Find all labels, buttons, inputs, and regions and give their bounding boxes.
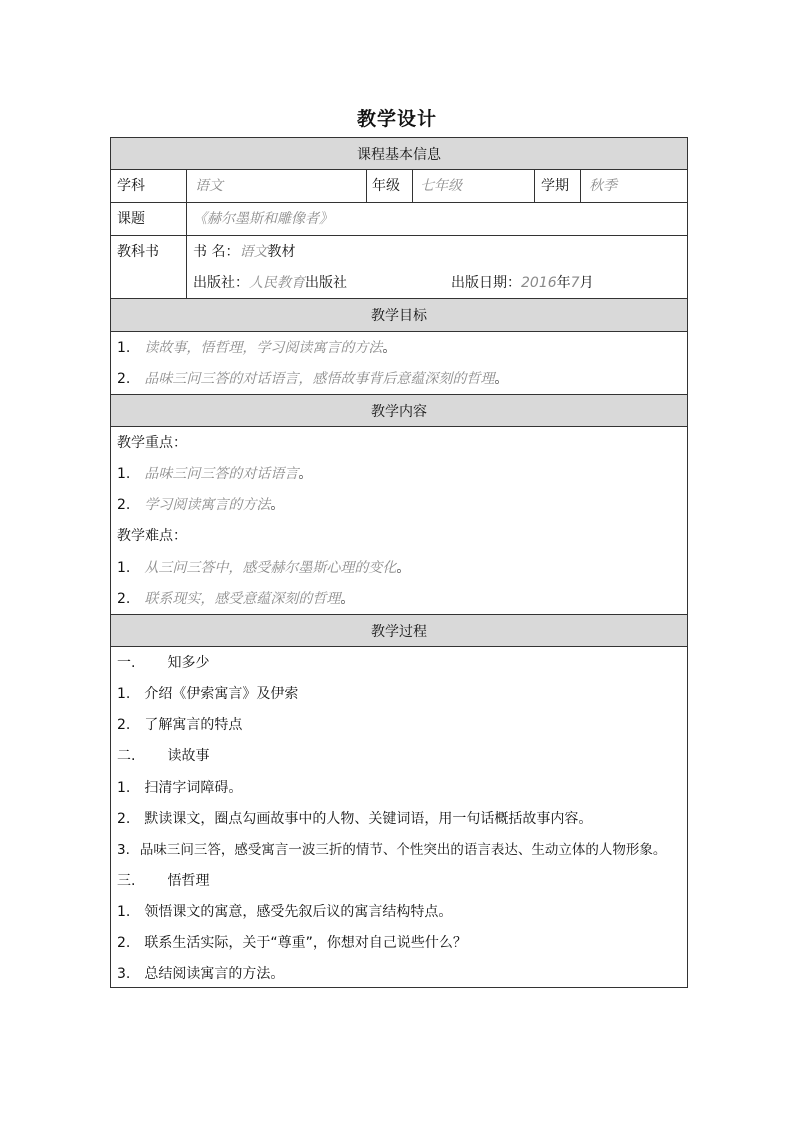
process-section-heading bbox=[117, 747, 209, 765]
process-item bbox=[117, 716, 242, 734]
process-section-heading bbox=[117, 654, 209, 672]
column-divider bbox=[412, 169, 413, 202]
goals-header: 教学目标 bbox=[111, 299, 687, 331]
process-item-text: 联系生活实际，关于“尊重”，你想对自己说些什么？ bbox=[144, 935, 467, 951]
section-title: 读故事 bbox=[167, 748, 210, 764]
column-divider bbox=[366, 169, 367, 202]
process-item bbox=[117, 810, 592, 828]
process-item bbox=[117, 965, 284, 983]
column-divider bbox=[580, 169, 581, 202]
process-item bbox=[117, 685, 298, 703]
goal-end: 。 bbox=[382, 340, 397, 356]
row-divider bbox=[110, 646, 688, 647]
book-name-label: 书 名： bbox=[193, 244, 240, 260]
row-divider bbox=[110, 202, 688, 203]
key-points-label: 教学重点： bbox=[117, 435, 187, 451]
difficulty-item bbox=[117, 590, 354, 608]
column-divider bbox=[186, 169, 187, 298]
section-title: 悟哲理 bbox=[167, 873, 210, 889]
goal-text[interactable]: 品味三问三答的对话语言，感悟故事背后意蕴深刻的哲理 bbox=[144, 371, 495, 387]
goal-number: 2. bbox=[117, 371, 131, 387]
term-value[interactable]: 秋季 bbox=[589, 178, 617, 194]
process-section-heading bbox=[117, 872, 209, 890]
item-number: 1. bbox=[117, 904, 131, 920]
process-item-text: 品味三问三答，感受寓言一波三折的情节、个性突出的语言表达、生动立体的人物形象。 bbox=[139, 842, 667, 858]
section-title: 知多少 bbox=[167, 655, 210, 671]
difficulties-label: 教学难点： bbox=[117, 528, 187, 544]
goal-item bbox=[117, 370, 508, 388]
grade-value[interactable]: 七年级 bbox=[420, 178, 462, 194]
goal-end: 。 bbox=[494, 371, 509, 387]
item-number: 2. bbox=[117, 935, 131, 951]
section-number: 三. bbox=[117, 873, 136, 889]
process-header: 教学过程 bbox=[111, 615, 687, 646]
item-end: 。 bbox=[340, 591, 355, 607]
item-end: 。 bbox=[298, 466, 313, 482]
key-point-text[interactable]: 学习阅读寓言的方法 bbox=[144, 497, 271, 513]
process-item-text: 总结阅读寓言的方法。 bbox=[144, 966, 285, 982]
term-label: 学期 bbox=[541, 178, 569, 194]
goal-number: 1. bbox=[117, 340, 131, 356]
difficulty-text[interactable]: 联系现实，感受意蕴深刻的哲理 bbox=[144, 591, 341, 607]
difficulty-text[interactable]: 从三问三答中，感受赫尔墨斯心理的变化 bbox=[144, 560, 397, 576]
process-item bbox=[117, 841, 666, 859]
process-item-text: 默读课文，圈点勾画故事中的人物、关键词语，用一句话概括故事内容。 bbox=[144, 811, 593, 827]
topic-label: 课题 bbox=[117, 211, 145, 227]
publisher-value[interactable]: 人民教育 bbox=[249, 275, 305, 291]
item-number: 1. bbox=[117, 466, 131, 482]
pub-date-line bbox=[451, 274, 594, 292]
process-item-text: 领悟课文的寓意，感受先叙后议的寓言结构特点。 bbox=[144, 904, 453, 920]
goal-item bbox=[117, 339, 396, 357]
section-number: 二. bbox=[117, 748, 136, 764]
item-number: 1. bbox=[117, 560, 131, 576]
process-item-text: 了解寓言的特点 bbox=[144, 717, 243, 733]
process-item-text: 介绍《伊索寓言》及伊索 bbox=[144, 686, 299, 702]
goal-text[interactable]: 读故事，悟哲理，学习阅读寓言的方法 bbox=[144, 340, 383, 356]
month-char: 月 bbox=[579, 275, 594, 291]
topic-value[interactable]: 《赫尔墨斯和雕像者》 bbox=[193, 211, 333, 227]
item-number: 2. bbox=[117, 591, 131, 607]
item-number: 3. bbox=[117, 966, 131, 982]
publisher-suffix: 出版社 bbox=[305, 275, 347, 291]
subject-value[interactable]: 语文 bbox=[195, 178, 223, 194]
basic-info-header: 课程基本信息 bbox=[111, 138, 687, 169]
book-name-line bbox=[193, 243, 295, 261]
key-point-item bbox=[117, 496, 284, 514]
difficulty-item bbox=[117, 559, 410, 577]
pub-date-label: 出版日期： bbox=[451, 275, 521, 291]
year-char: 年 bbox=[556, 275, 571, 291]
item-end: 。 bbox=[270, 497, 285, 513]
grade-label: 年级 bbox=[372, 178, 400, 194]
item-number: 1. bbox=[117, 780, 131, 796]
book-name-suffix: 教材 bbox=[267, 244, 296, 260]
row-divider bbox=[110, 235, 688, 236]
item-number: 2. bbox=[117, 811, 131, 827]
item-number: 2. bbox=[117, 717, 131, 733]
key-point-item bbox=[117, 465, 312, 483]
book-name-value[interactable]: 语文 bbox=[239, 244, 268, 260]
column-divider bbox=[534, 169, 535, 202]
pub-year-value[interactable]: 2016 bbox=[521, 275, 557, 291]
item-number: 3. bbox=[117, 842, 130, 858]
row-divider bbox=[110, 426, 688, 427]
row-divider bbox=[110, 169, 688, 170]
key-point-text[interactable]: 品味三问三答的对话语言 bbox=[144, 466, 299, 482]
item-number: 1. bbox=[117, 686, 131, 702]
process-item bbox=[117, 903, 452, 921]
section-number: 一. bbox=[117, 655, 136, 671]
content-header: 教学内容 bbox=[111, 395, 687, 426]
textbook-label: 教科书 bbox=[117, 244, 159, 260]
pub-month-value[interactable]: 7 bbox=[570, 275, 580, 291]
publisher-label: 出版社： bbox=[193, 275, 249, 291]
subject-label: 学科 bbox=[117, 178, 145, 194]
item-number: 2. bbox=[117, 497, 131, 513]
item-end: 。 bbox=[396, 560, 411, 576]
process-item bbox=[117, 779, 242, 797]
process-item-text: 扫清字词障碍。 bbox=[144, 780, 243, 796]
publisher-line bbox=[193, 274, 347, 292]
process-item bbox=[117, 934, 467, 952]
document-title: 教学设计 bbox=[356, 108, 437, 130]
row-divider bbox=[110, 331, 688, 332]
